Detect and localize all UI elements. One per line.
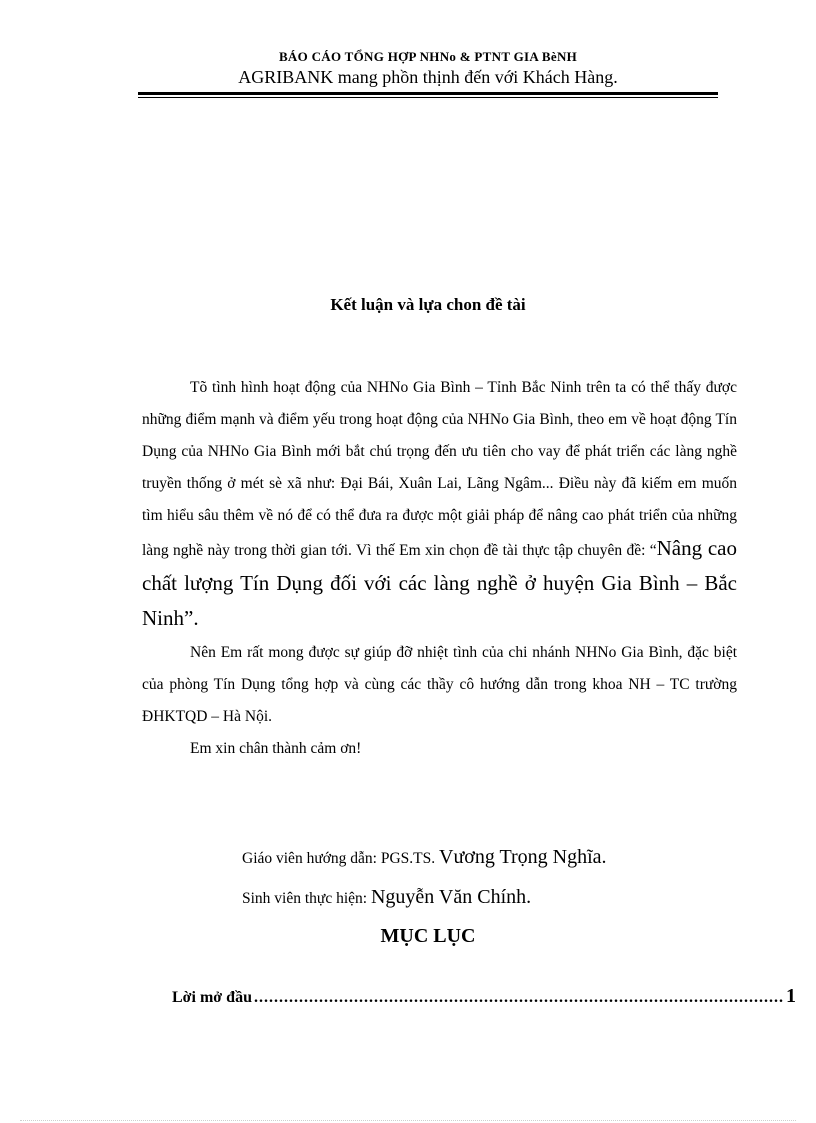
- header-rule-thick: [138, 92, 718, 95]
- body-text: [142, 372, 737, 765]
- advisor-line: [242, 838, 762, 878]
- thesis-topic-end: ”.: [184, 606, 199, 630]
- student-label: Sinh viên thực hiện:: [242, 890, 368, 907]
- page-header: [138, 48, 718, 88]
- thesis-topic: Nâng cao chất lượng Tín Dụng đối với các làng nghề ở huyện Gia Bình – Bắc Ninh: [142, 536, 737, 630]
- toc-leader-dots: ..........................................................................................................: [253, 989, 784, 1006]
- toc-entry[interactable]: [172, 985, 796, 1008]
- paragraph-closing: Em xin chân thành cảm ơn!: [190, 740, 362, 757]
- signature-block: [242, 838, 762, 918]
- header-slogan: AGRIBANK mang phồn thịnh đến với Khách Hàng.: [238, 67, 618, 87]
- header-report-title: BÁO CÁO TỔNG HỢP NHNo & PTNT GIA BèNH: [278, 49, 578, 64]
- page-bottom-divider: [20, 1120, 796, 1121]
- section-title: Kết luận và lựa chon đề tài: [330, 295, 526, 314]
- advisor-name: Vương Trọng Nghĩa.: [439, 846, 607, 868]
- advisor-label: Giáo viên hướng dẫn: PGS.TS.: [242, 850, 436, 867]
- student-name: Nguyễn Văn Chính.: [370, 886, 532, 908]
- toc-entry-label: Lời mở đầu: [172, 989, 252, 1006]
- student-line: [242, 878, 762, 918]
- paragraph-thanks-request: Nên Em rất mong được sự giúp đỡ nhiệt tình của chi nhánh NHNo Gia Bình, đặc biệt của phòng Tín Dụng tổng hợp và cùng các thầy cô hướng dẫn trong khoa NH – TC trường ĐHKTQD – Hà Nội.: [142, 644, 737, 725]
- header-rule-thin: [138, 97, 718, 98]
- paragraph-intro-text: Tõ tình hình hoạt động của NHNo Gia Bình – Tỉnh Bắc Ninh trên ta có thể thấy được những điểm mạnh và điểm yếu trong hoạt động của NHNo Gia Bình, theo em về hoạt động Tín Dụng của NHNo Gia Bình mới bắt chú trọng đến ưu tiên cho vay để phát triển các làng nghề truyền thống ở mét sè xã như: Đại Bái, Xuân Lai, Lãng Ngâm... Điều này đã kiếm em muốn tìm hiểu sâu thêm về nó để có thể đưa ra được một giải pháp để nâng cao phát triển của những làng nghề này trong thời gian tới. Vì thế Em xin chọn đề tài thực tập chuyên đề: “: [142, 379, 737, 559]
- toc-title: MỤC LỤC: [380, 925, 476, 947]
- paragraph-intro: [142, 372, 737, 637]
- toc-entry-page: 1: [785, 985, 796, 1007]
